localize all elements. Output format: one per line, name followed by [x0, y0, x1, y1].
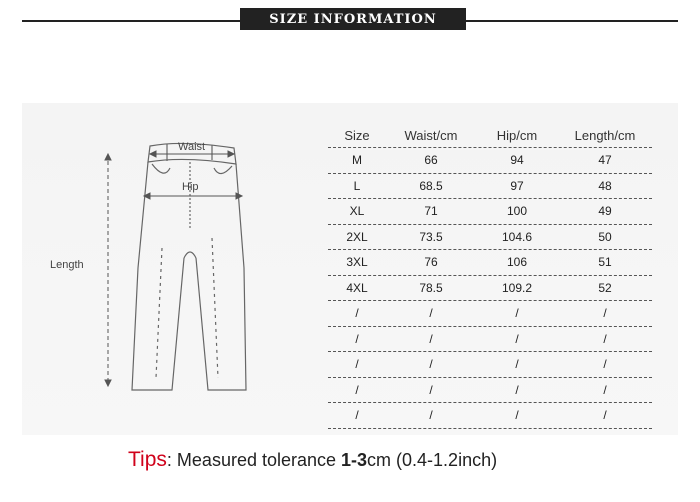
waist-label: Waist — [178, 141, 206, 153]
table-row — [328, 250, 652, 276]
table-row — [328, 301, 652, 327]
table-cell: / — [429, 408, 433, 423]
pants-outline-icon — [72, 118, 302, 418]
table-cell: 52 — [598, 280, 612, 295]
table-cell: / — [355, 382, 359, 397]
table-cell: / — [515, 408, 519, 423]
table-row — [328, 327, 652, 353]
table-cell: 94 — [510, 153, 524, 168]
table-cell: XL — [349, 204, 365, 219]
column-header: Hip/cm — [496, 128, 538, 143]
table-cell: / — [429, 306, 433, 321]
table-header-row — [328, 124, 652, 148]
size-table — [328, 124, 652, 429]
hip-label: Hip — [182, 181, 199, 193]
table-row — [328, 378, 652, 404]
table-cell: / — [355, 331, 359, 346]
table-cell: M — [352, 153, 362, 168]
tips-note — [128, 448, 497, 472]
table-row — [328, 199, 652, 225]
table-cell: / — [429, 382, 433, 397]
tips-colon: : — [166, 450, 172, 470]
table-cell: 48 — [598, 178, 612, 193]
table-cell: L — [353, 178, 361, 193]
column-header: Size — [344, 128, 370, 143]
table-cell: / — [603, 382, 607, 397]
table-cell: 104.6 — [501, 229, 533, 244]
table-cell: / — [603, 331, 607, 346]
table-cell: 100 — [506, 204, 528, 219]
column-header: Length/cm — [574, 128, 636, 143]
table-cell: / — [515, 357, 519, 372]
table-cell: 51 — [598, 255, 612, 270]
table-cell: / — [355, 408, 359, 423]
table-cell: / — [429, 357, 433, 372]
tips-label: Tips — [128, 448, 167, 471]
table-cell: 47 — [598, 153, 612, 168]
table-cell: 109.2 — [501, 280, 533, 295]
table-row — [328, 276, 652, 302]
table-cell: 97 — [510, 178, 524, 193]
section-title: SIZE INFORMATION — [240, 8, 466, 30]
tips-text: Measured tolerance — [171, 450, 342, 470]
table-row — [328, 352, 652, 378]
table-cell: 3XL — [346, 255, 368, 270]
table-row — [328, 174, 652, 200]
pants-diagram — [50, 118, 302, 418]
table-cell: / — [515, 331, 519, 346]
table-cell: / — [603, 408, 607, 423]
table-cell: / — [355, 306, 359, 321]
tolerance-unit: cm — [367, 450, 392, 470]
table-cell: 78.5 — [419, 280, 443, 295]
table-cell: 66 — [424, 153, 438, 168]
table-cell: 73.5 — [419, 229, 443, 244]
table-cell: / — [355, 357, 359, 372]
table-cell: 71 — [424, 204, 438, 219]
table-row — [328, 403, 652, 429]
table-cell: 2XL — [346, 229, 368, 244]
table-cell: 68.5 — [419, 178, 443, 193]
tolerance-range: 1-3 — [341, 450, 368, 470]
column-header: Waist/cm — [404, 128, 458, 143]
table-cell: 4XL — [346, 280, 368, 295]
table-row — [328, 225, 652, 251]
table-cell: / — [515, 306, 519, 321]
table-cell: 76 — [424, 255, 438, 270]
table-cell: / — [515, 382, 519, 397]
length-label: Length — [50, 259, 84, 271]
table-cell: 49 — [598, 204, 612, 219]
table-cell: / — [603, 357, 607, 372]
table-cell: 106 — [506, 255, 528, 270]
table-cell: / — [429, 331, 433, 346]
table-cell: / — [603, 306, 607, 321]
table-cell: 50 — [598, 229, 612, 244]
tolerance-inch: (0.4-1.2inch) — [391, 450, 498, 470]
table-row — [328, 148, 652, 174]
